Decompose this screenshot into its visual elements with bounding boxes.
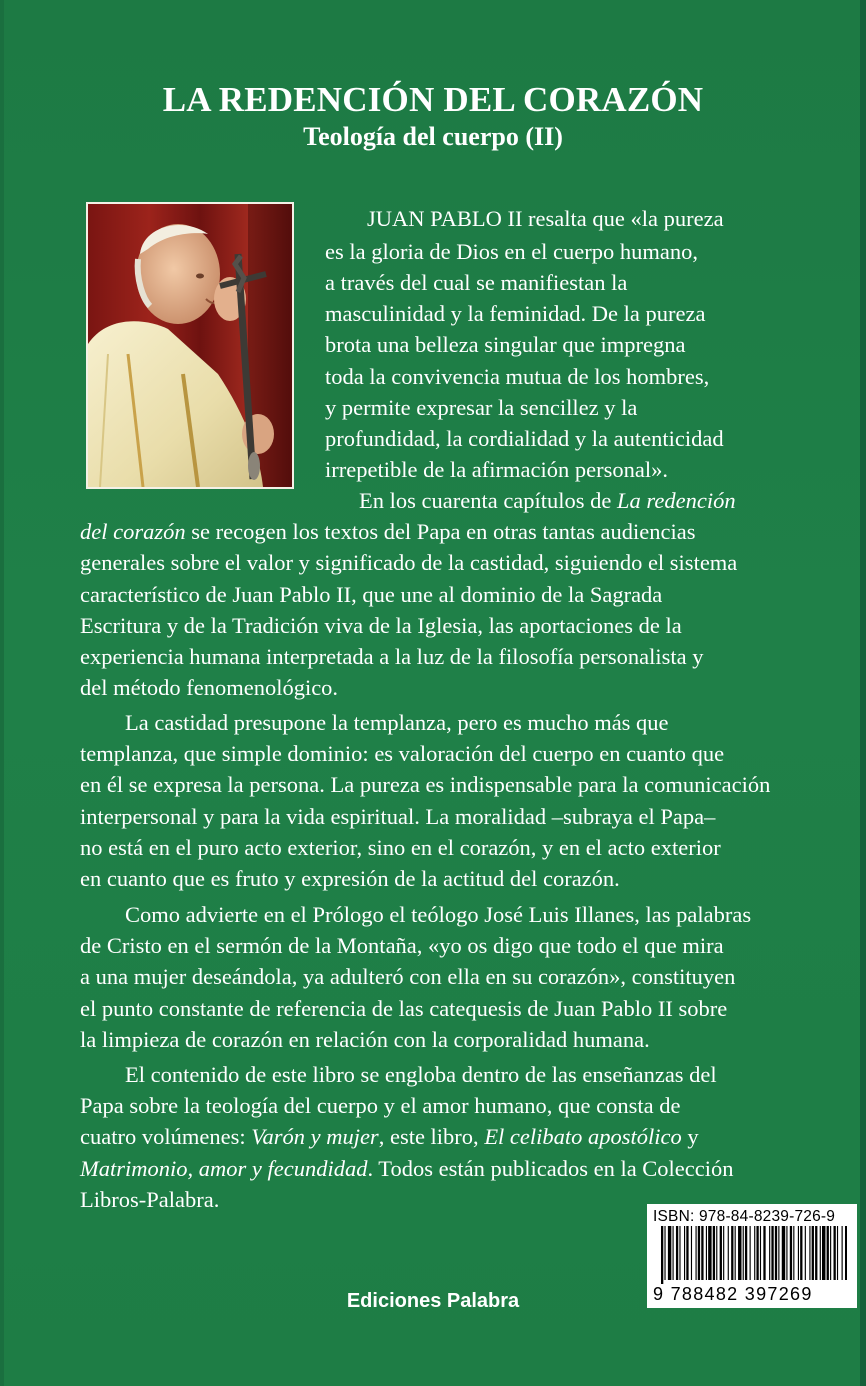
barcode-bar	[745, 1226, 747, 1280]
paragraph-5-line-1: El contenido de este libro se engloba dentro de las enseñanzas del	[125, 1062, 717, 1087]
paragraph-1-line-3: a través del cual se manifiestan la	[325, 270, 628, 295]
paragraph-1-line-4: masculinidad y la feminidad. De la pureza	[325, 301, 706, 326]
barcode-bar	[743, 1226, 744, 1280]
cover-left-edge	[0, 0, 4, 1386]
paragraph-3-line-6: en cuanto que es fruto y expresión de la actitud del corazón.	[80, 866, 620, 891]
paragraph-5-line-3-c: , este libro,	[378, 1124, 479, 1149]
barcode-bar	[691, 1226, 692, 1280]
barcode-bar	[728, 1226, 729, 1280]
paragraph-5-line-3-a: cuatro volúmenes:	[80, 1124, 246, 1149]
barcode-bar	[723, 1226, 724, 1280]
paragraph-1-line-1: JUAN PABLO II resalta que «la pureza	[367, 206, 724, 231]
paragraph-1-line-2: es la gloria de Dios en el cuerpo humano,	[325, 239, 699, 264]
portrait-illustration	[88, 204, 292, 487]
paragraph-2-line-6: experiencia humana interpretada a la luz de la filosofía personalista y	[80, 644, 704, 669]
barcode-bar	[793, 1226, 794, 1280]
barcode-bar	[842, 1226, 843, 1280]
paragraph-3-line-5: no está en el puro acto exterior, sino en el corazón, y en el acto exterior	[80, 835, 721, 860]
paragraph-4-line-1: Como advierte en el Prólogo el teólogo José Luis Illanes, las palabras	[125, 902, 752, 927]
barcode-bar	[696, 1226, 697, 1280]
paragraph-5-line-4-b: . Todos están publicados en la Colección	[367, 1156, 734, 1181]
portrait-photo	[86, 202, 294, 489]
paragraph-1-line-6: toda la convivencia mutua de los hombres,	[325, 364, 710, 389]
barcode-bar	[750, 1226, 751, 1280]
paragraph-4-line-4: el punto constante de referencia de las catequesis de Juan Pablo II sobre	[80, 996, 728, 1021]
paragraph-2-line-3: generales sobre el valor y significado de la castidad, siguiendo el sistema	[80, 550, 738, 575]
barcode-bar	[738, 1226, 741, 1280]
paragraph-5-line-4	[80, 1158, 734, 1181]
barcode-bar	[820, 1226, 821, 1280]
barcode-bar	[830, 1226, 831, 1280]
barcode-bar	[673, 1226, 674, 1280]
barcode-bar	[701, 1226, 703, 1280]
publisher-name: Ediciones Palabra	[346, 1290, 520, 1312]
barcode-bar	[686, 1226, 688, 1280]
paragraph-5-line-3	[80, 1126, 699, 1149]
barcode-bar	[706, 1226, 707, 1280]
barcode-bar	[834, 1226, 836, 1280]
barcode-bar	[786, 1226, 787, 1280]
barcode-bar	[782, 1226, 785, 1280]
barcode-bar	[708, 1226, 711, 1280]
barcode-bar	[720, 1226, 722, 1280]
barcode-bar	[798, 1226, 799, 1280]
isbn-label: ISBN: 978-84-8239-726-9	[653, 1208, 836, 1225]
cover-right-edge	[860, 0, 866, 1386]
barcode-bar	[845, 1226, 847, 1280]
barcode-bar	[684, 1226, 685, 1280]
paragraph-2-line-1	[359, 490, 736, 513]
paragraph-1-line-7: y permite expresar la sencillez y la	[325, 395, 638, 420]
paragraph-2-line-4: característico de Juan Pablo II, que une al dominio de la Sagrada	[80, 582, 663, 607]
barcode-bar	[822, 1226, 825, 1280]
barcode-bar	[676, 1226, 678, 1280]
barcode-bar	[668, 1226, 671, 1280]
barcode-bar	[760, 1226, 761, 1280]
barcode-bar	[778, 1226, 779, 1280]
paragraph-2-line-5: Escritura y de la Tradición viva de la Iglesia, las aportaciones de la	[80, 613, 682, 638]
paragraph-5-line-2: Papa sobre la teología del cuerpo y el amor humano, que consta de	[80, 1093, 681, 1118]
paragraph-3-line-3: en él se expresa la persona. La pureza es indispensable para la comunicación	[80, 772, 771, 797]
barcode-bar	[800, 1226, 802, 1280]
barcode-icon	[661, 1226, 847, 1284]
paragraph-5-line-5: Libros-Palabra.	[80, 1187, 220, 1212]
barcode-bar	[775, 1226, 777, 1280]
paragraph-5-line-3-e: y	[687, 1124, 699, 1149]
paragraph-4-line-2: de Cristo en el sermón de la Montaña, «yo os digo que todo el que mira	[80, 933, 724, 958]
paragraph-3-line-4: interpersonal y para la vida espiritual. La moralidad –subraya el Papa–	[80, 804, 716, 829]
barcode-bar	[735, 1226, 736, 1280]
paragraph-2-intro: En los cuarenta capítulos de	[359, 488, 612, 513]
barcode-bar	[812, 1226, 814, 1280]
paragraph-3-line-2: templanza, que simple dominio: es valoración del cuerpo en cuanto que	[80, 741, 725, 766]
barcode-bar	[837, 1226, 838, 1280]
barcode-bar	[731, 1226, 733, 1280]
book-subtitle: Teología del cuerpo (II)	[303, 122, 563, 151]
barcode-bar	[716, 1226, 717, 1280]
volume-title-varon-y-mujer: Varón y mujer	[251, 1124, 379, 1149]
paragraph-4-line-3: a una mujer deseándola, ya adulteró con ella en su corazón», constituyen	[80, 964, 736, 989]
paragraph-3-line-1: La castidad presupone la templanza, pero es mucho más que	[125, 710, 669, 735]
barcode-bar	[664, 1226, 665, 1280]
paragraph-2-line-2	[80, 521, 695, 544]
paragraph-1-line-8: profundidad, la cordialidad y la autenticidad	[325, 426, 724, 451]
barcode-bar	[679, 1226, 680, 1280]
barcode-bar	[805, 1226, 806, 1280]
barcode-bar	[756, 1226, 758, 1280]
paragraph-2-book-title-b: del corazón	[80, 519, 186, 544]
barcode-bar	[698, 1226, 700, 1280]
barcode-bar	[815, 1226, 817, 1280]
barcode-bar	[769, 1226, 770, 1280]
barcode-bar	[827, 1226, 829, 1280]
barcode-bar	[809, 1226, 810, 1280]
barcode-bar	[763, 1226, 765, 1280]
paragraph-1-line-5: brota una belleza singular que impregna	[325, 332, 686, 357]
barcode-bar	[661, 1226, 663, 1284]
barcode-bar	[713, 1226, 715, 1280]
barcode-digits: 9 788482 397269	[653, 1284, 813, 1304]
barcode-bar	[790, 1226, 792, 1280]
book-title: LA REDENCIÓN DEL CORAZÓN	[162, 80, 704, 119]
paragraph-4-line-5: la limpieza de corazón en relación con la corporalidad humana.	[80, 1027, 650, 1052]
paragraph-2-line-7: del método fenomenológico.	[80, 675, 339, 700]
volume-title-matrimonio: Matrimonio, amor y fecundidad	[80, 1156, 368, 1181]
paragraph-2-line-2-rest: se recogen los textos del Papa en otras tantas audiencias	[191, 519, 696, 544]
barcode-bar	[771, 1226, 773, 1280]
paragraph-2-book-title-a: La redención	[617, 488, 736, 513]
paragraph-1-line-9: irrepetible de la afirmación personal».	[325, 457, 668, 482]
volume-title-celibato: El celibato apostólico	[484, 1124, 682, 1149]
barcode-bar	[754, 1226, 755, 1280]
